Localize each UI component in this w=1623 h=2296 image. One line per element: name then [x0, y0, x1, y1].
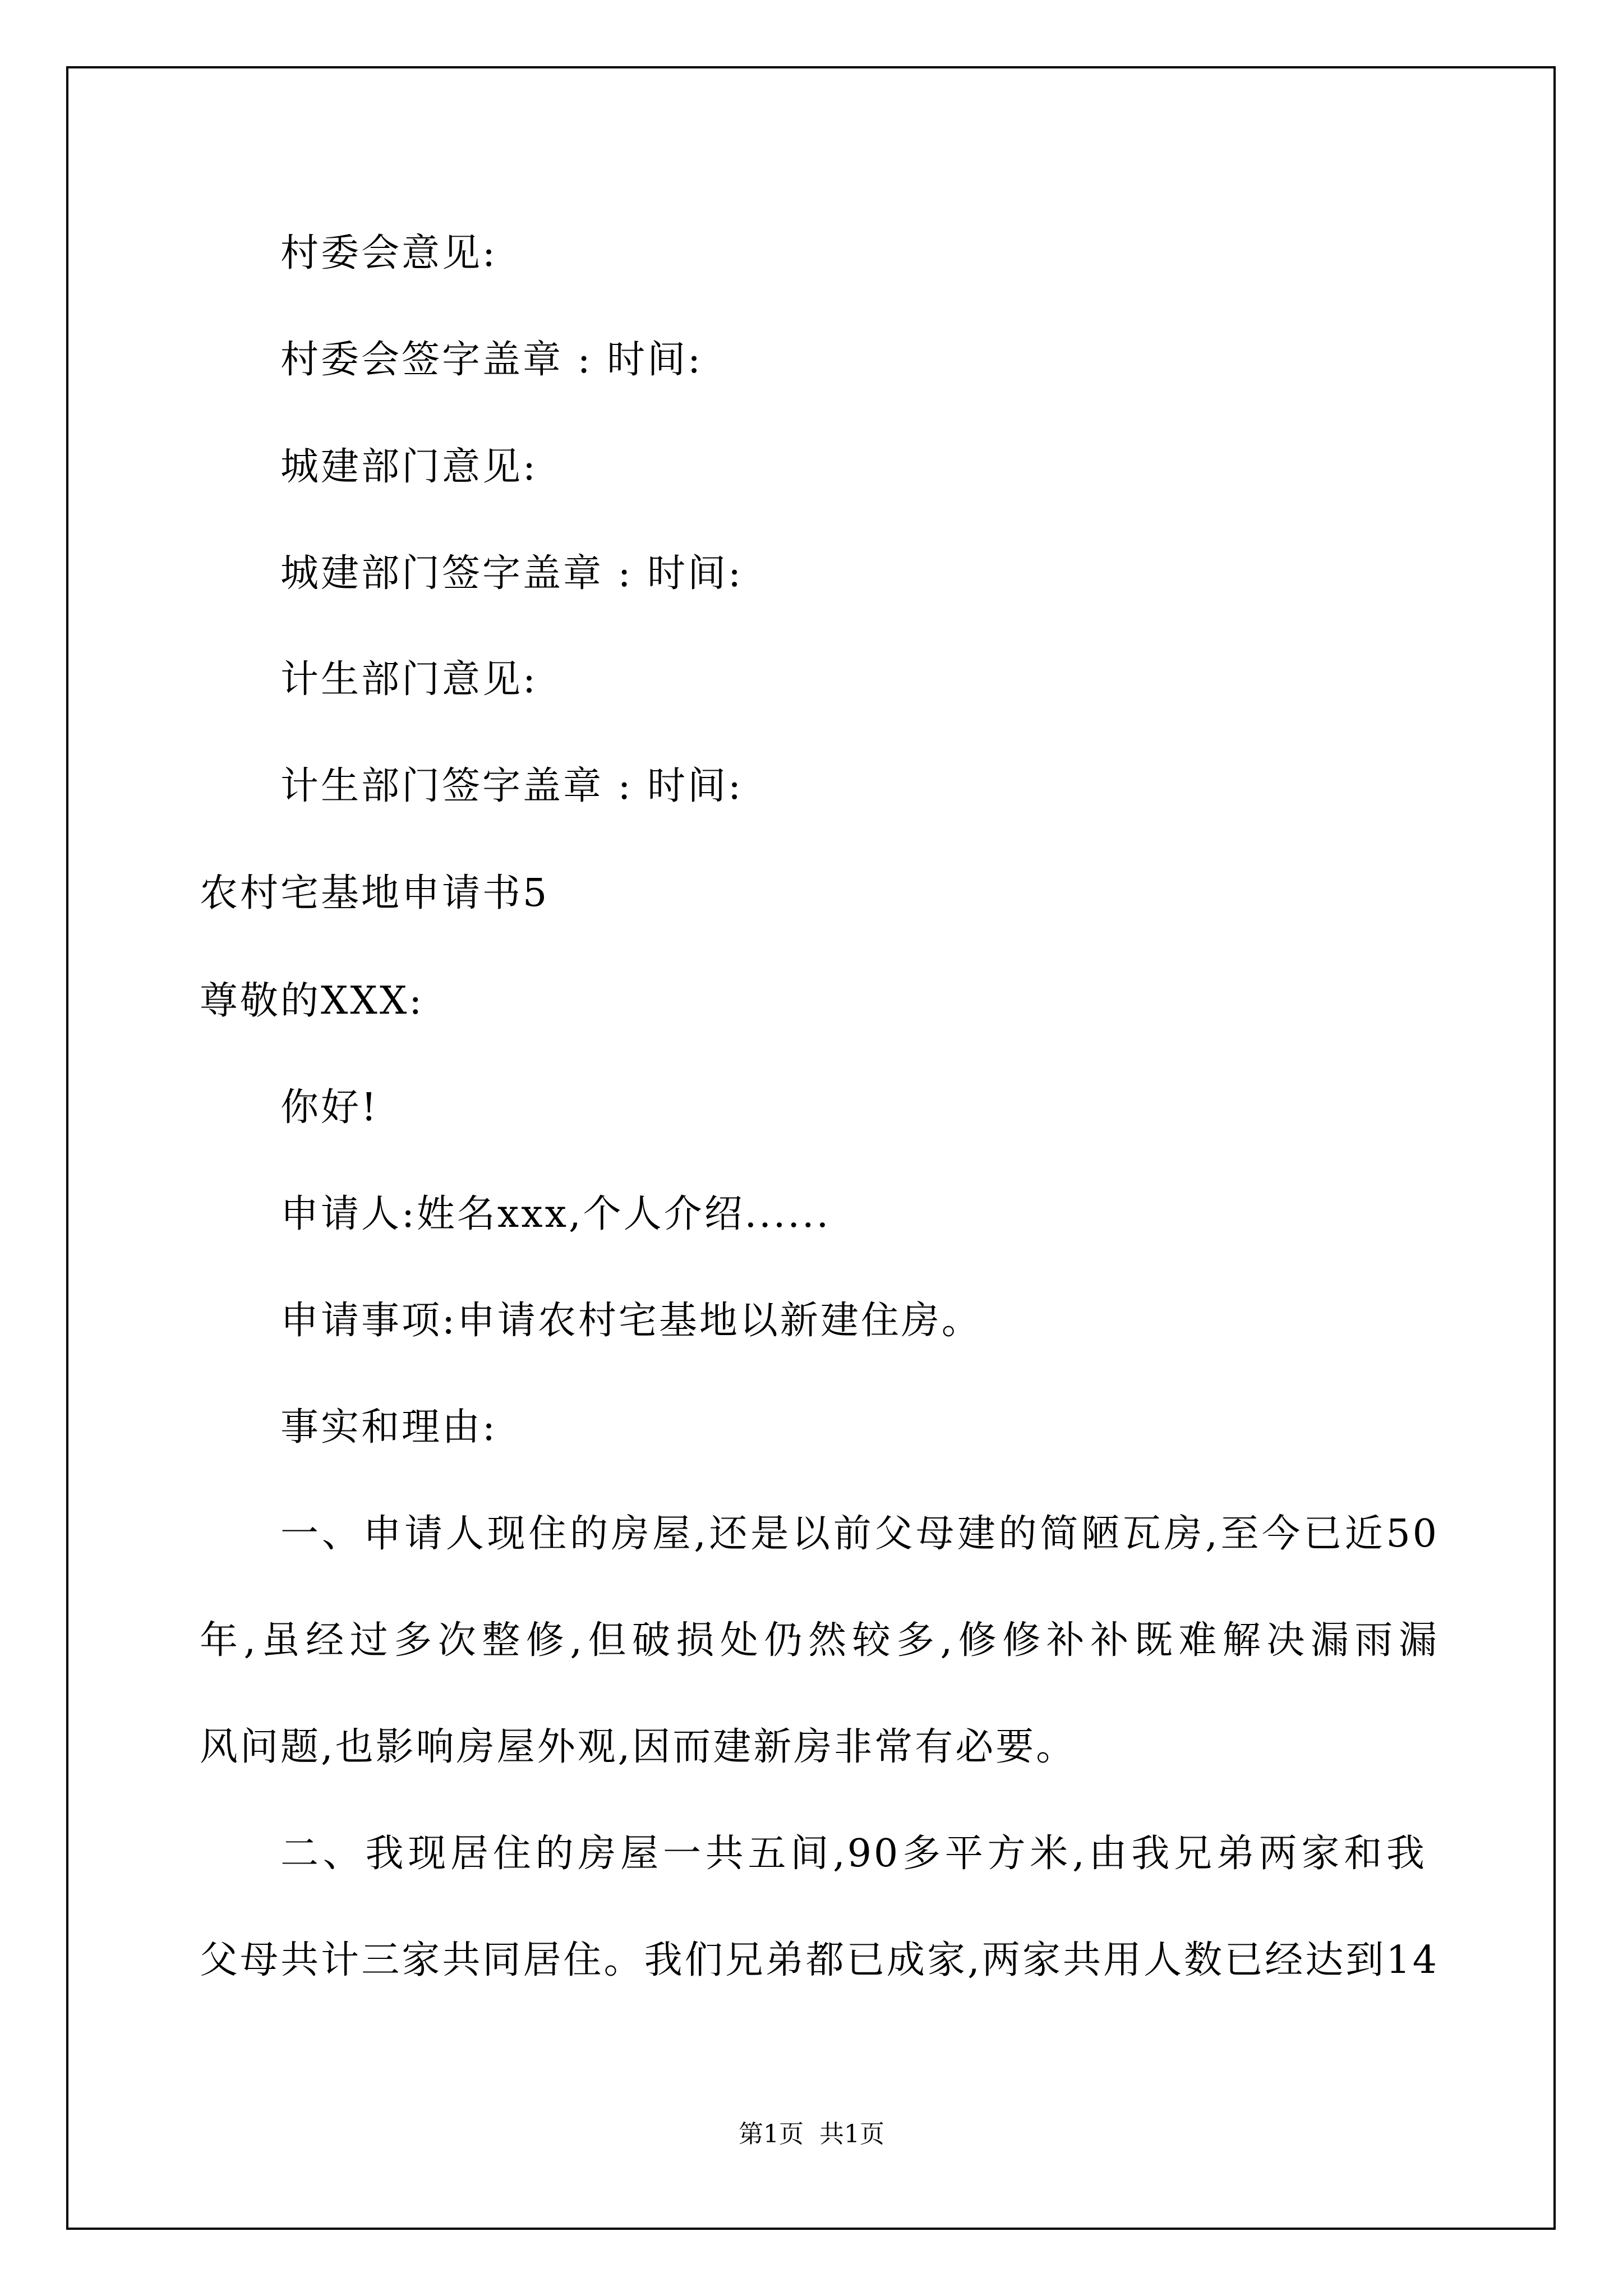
applicant-line: 申请人:姓名xxx,个人介绍...... — [280, 1192, 831, 1236]
urban-construction-signature: 城建部门签字盖章 : 时间: — [280, 551, 744, 596]
reason-one-line-2: 年,虽经过多次整修,但破损处仍然较多,修修补补既难解决漏雨漏 — [200, 1618, 1439, 1663]
page-number-footer: 第1页 共1页 — [739, 2120, 884, 2148]
reason-two-line-2: 父母共计三家共同居住。我们兄弟都已成家,两家共用人数已经达到14 — [200, 1938, 1439, 1982]
family-planning-opinion: 计生部门意见: — [280, 657, 538, 702]
village-committee-signature: 村委会签字盖章 : 时间: — [280, 338, 703, 382]
family-planning-signature: 计生部门签字盖章 : 时间: — [280, 764, 744, 808]
village-committee-opinion: 村委会意见: — [280, 231, 497, 275]
urban-construction-opinion: 城建部门意见: — [280, 445, 538, 489]
section-heading: 农村宅基地申请书5 — [200, 871, 550, 915]
reason-one-line-1: 一、申请人现住的房屋,还是以前父母建的简陋瓦房,至今已近50 — [280, 1512, 1439, 1556]
reason-two-line-1: 二、我现居住的房屋一共五间,90多平方米,由我兄弟两家和我 — [280, 1832, 1427, 1876]
greeting: 你好! — [280, 1085, 379, 1130]
reason-one-line-3: 风问题,也影响房屋外观,因而建新房非常有必要。 — [200, 1725, 1077, 1769]
application-matter: 申请事项:申请农村宅基地以新建住房。 — [280, 1299, 982, 1343]
facts-and-reasons-heading: 事实和理由: — [280, 1405, 497, 1450]
page-border — [66, 66, 1556, 2230]
salutation: 尊敬的XXX: — [200, 979, 425, 1023]
